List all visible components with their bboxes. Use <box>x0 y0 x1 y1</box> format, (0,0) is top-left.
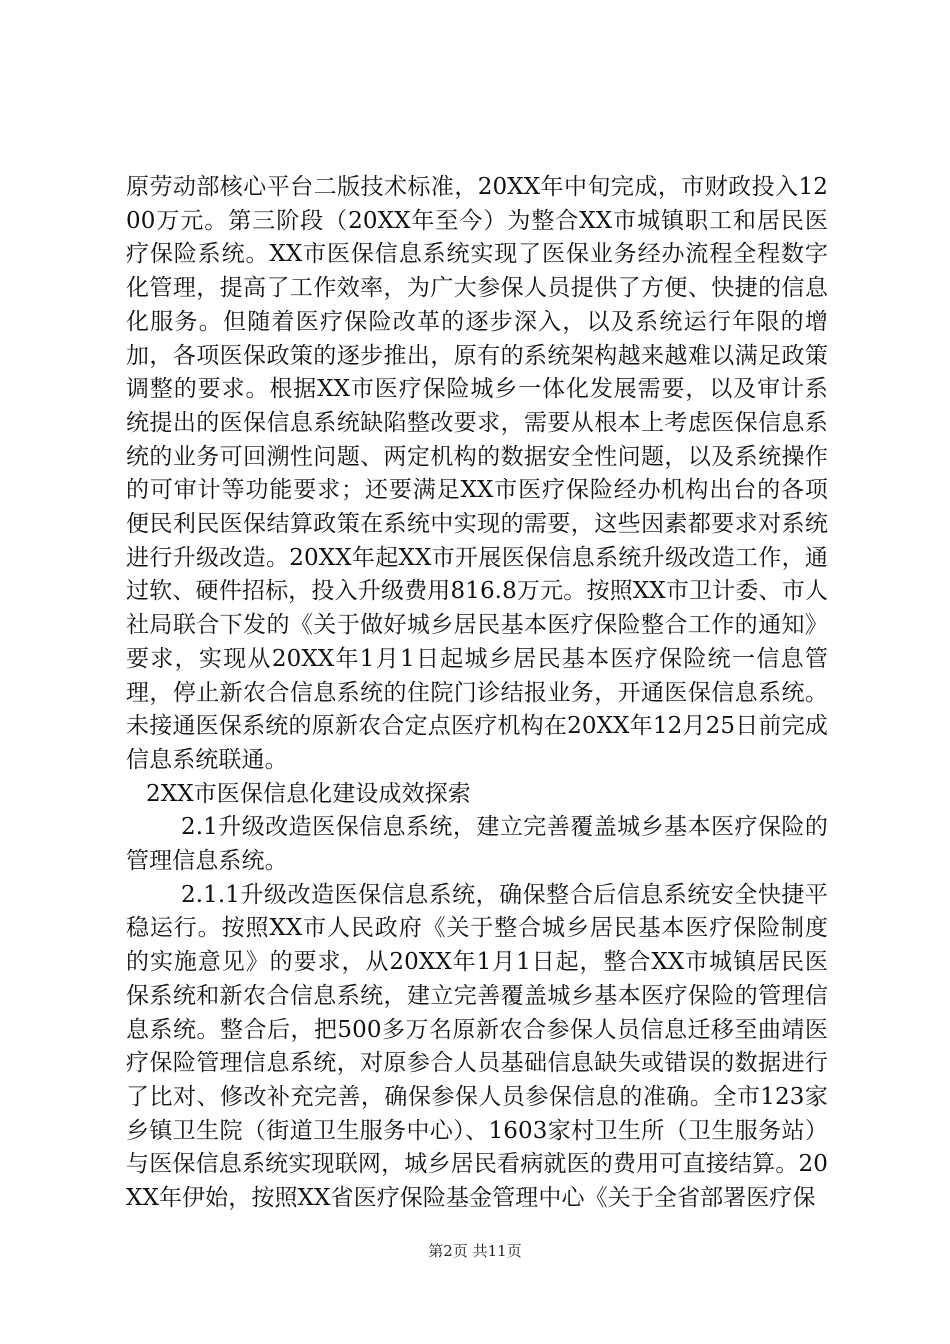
section-paragraph-2-1: 2.1升级改造医保信息系统，建立完善覆盖城乡基本医疗保险的管理信息系统。 <box>126 814 828 875</box>
section-paragraph-2-1-1: 2.1.1升级改造医保信息系统，确保整合后信息系统安全快捷平稳运行。按照XX市人民政府《关于整合城乡居民基本医疗保险制度的实施意见》的要求，从20XX年1月1日起，整合XX市城镇居民医保系统和新农合信息系统，建立完善覆盖城乡基本医疗保险的管理信息系统。整合后，把500多万名原新农合参保人员信息迁移至曲靖医疗保险管理信息系统，对原参合人员基础信息缺失或错误的数据进行了比对、修改补充完善，确保参保人员参保信息的准确。全市123家乡镇卫生院（街道卫生服务中心）、1603家村卫生所（卫生服务站）与医保信息系统实现联网，城乡居民看病就医的费用可直接结算。20XX年伊始，按照XX省医疗保险基金管理中心《关于全省部署医疗保 <box>126 881 828 1212</box>
document-body <box>126 171 828 1216</box>
body-paragraph-intro: 原劳动部核心平台二版技术标准，20XX年中旬完成，市财政投入1200万元。第三阶段（20XX年至今）为整合XX市城镇职工和居民医疗保险系统。XX市医保信息系统实现了医保业务经办流程全程数字化管理，提高了工作效率，为广大参保人员提供了方便、快捷的信息化服务。但随着医疗保险改革的逐步深入，以及系统运行年限的增加，各项医保政策的逐步推出，原有的系统架构越来越难以满足政策调整的要求。根据XX市医疗保险城乡一体化发展需要，以及审计系统提出的医保信息系统缺陷整改要求，需要从根本上考虑医保信息系统的业务可回溯性问题、两定机构的数据安全性问题，以及系统操作的可审计等功能要求；还要满足XX市医疗保险经办机构出台的各项便民利民医保结算政策在系统中实现的需要，这些因素都要求对系统进行升级改造。20XX年起XX市开展医保信息系统升级改造工作，通过软、硬件招标，投入升级费用816.8万元。按照XX市卫计委、市人社局联合下发的《关于做好城乡居民基本医疗保险整合工作的通知》要求，实现从20XX年1月1日起城乡居民基本医疗保险统一信息管理，停止新农合信息系统的住院门诊结报业务，开通医保信息系统。未接通医保系统的原新农合定点医疗机构在20XX年12月25日前完成信息系统联通。 <box>126 174 828 773</box>
page-number-footer: 第2页 共11页 <box>428 1242 522 1260</box>
section-heading-2: 2XX市医保信息化建设成效探索 <box>146 780 471 807</box>
